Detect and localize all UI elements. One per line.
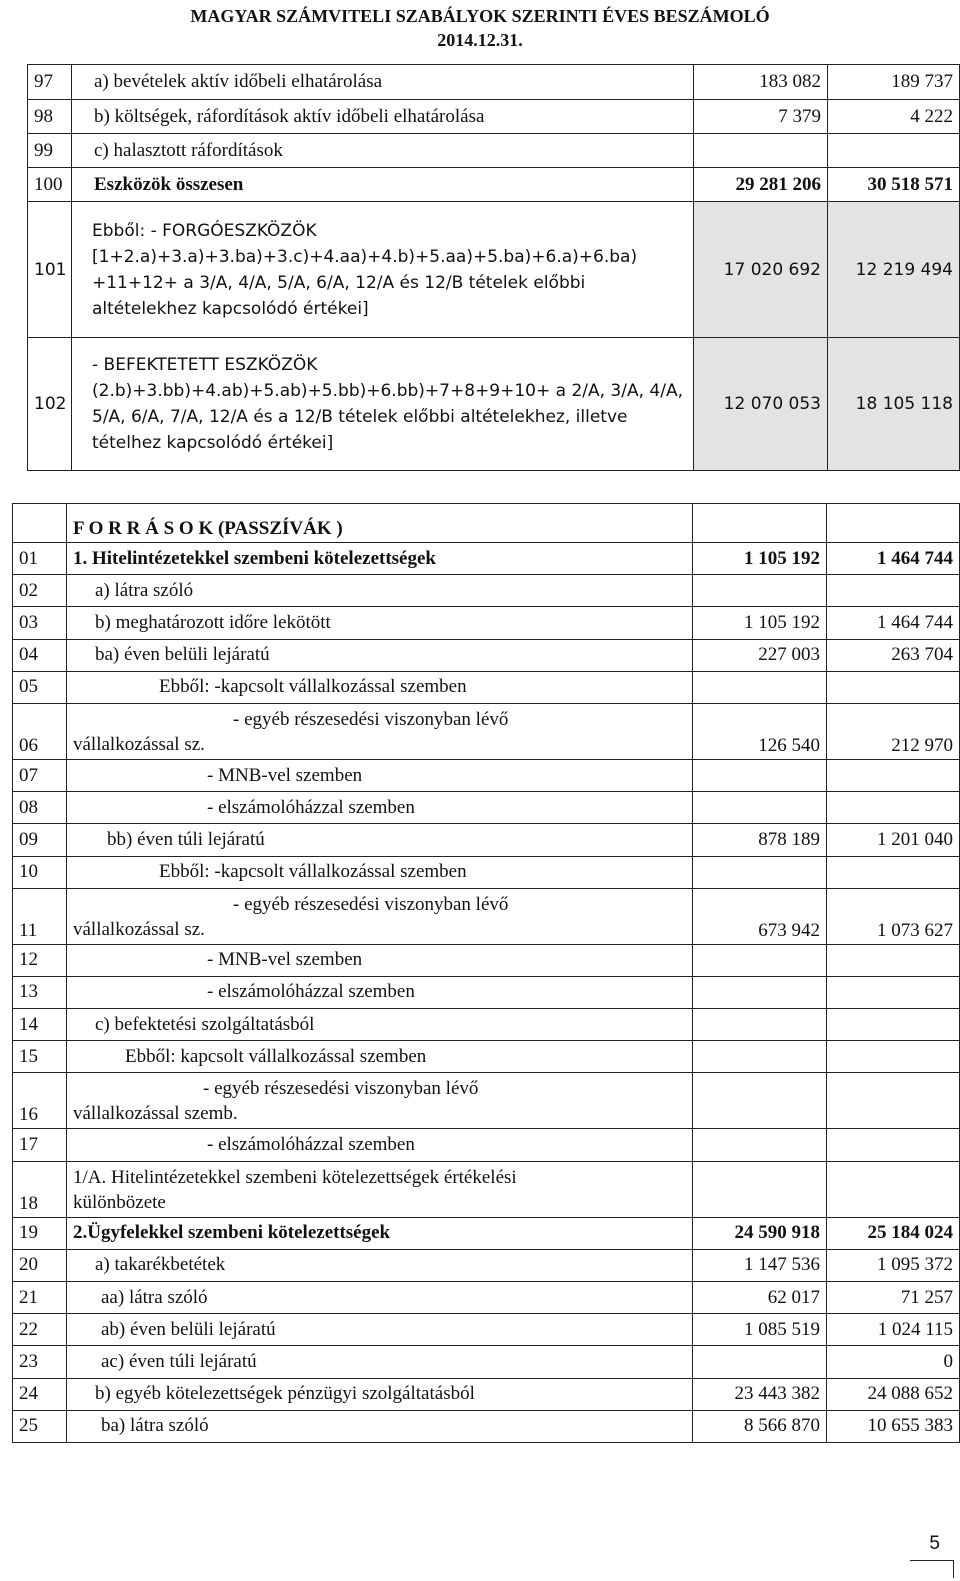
value-2015: 1 024 115 (827, 1314, 960, 1346)
row-label: ab) éven belüli lejáratú (67, 1314, 693, 1346)
value-2015: 1 201 040 (827, 824, 960, 856)
value-2014: 17 020 692 (694, 202, 828, 338)
row-number: 21 (13, 1282, 67, 1314)
row-number (13, 504, 67, 543)
row-number: 97 (28, 65, 72, 100)
value-2015: 1 095 372 (827, 1249, 960, 1281)
page-header (0, 4, 960, 52)
row-number: 22 (13, 1314, 67, 1346)
row-number: 19 (13, 1217, 67, 1249)
value-2015 (828, 134, 960, 168)
row-label: ba) látra szóló (67, 1410, 693, 1442)
value-2015: 212 970 (827, 703, 960, 759)
row-number: 25 (13, 1410, 67, 1442)
value-2014 (693, 1129, 827, 1161)
table-row (28, 100, 960, 134)
value-2015 (827, 1129, 960, 1161)
liabilities-section-title: F O R R Á S O K (PASSZÍVÁK ) (67, 504, 693, 543)
table-row (13, 1249, 960, 1281)
row-number: 03 (13, 607, 67, 639)
table-row (13, 703, 960, 759)
page-number-rule-vertical (953, 1560, 954, 1578)
row-label: Ebből: -kapcsolt vállalkozással szemben (67, 856, 693, 888)
value-2014 (693, 1161, 827, 1217)
value-2014 (693, 944, 827, 976)
table-row (13, 944, 960, 976)
row-label-line-2: különbözete (73, 1191, 166, 1213)
value-2015 (827, 792, 960, 824)
row-label: 1. Hitelintézetekkel szembeni kötelezettségek (67, 543, 693, 575)
value-2015: 24 088 652 (827, 1378, 960, 1410)
table-row (13, 888, 960, 944)
value-2015: 4 222 (828, 100, 960, 134)
row-label-line-1: - egyéb részesedési viszonyban lévő (233, 708, 509, 730)
table-row (13, 1346, 960, 1378)
value-2014: 878 189 (693, 824, 827, 856)
row-label: - elszámolóházzal szemben (67, 792, 693, 824)
row-label: - elszámolóházzal szemben (67, 976, 693, 1008)
table-row (13, 1009, 960, 1041)
value-2015: 25 184 024 (827, 1217, 960, 1249)
table-row (13, 543, 960, 575)
value-2015: 1 464 744 (827, 607, 960, 639)
value-2014 (693, 671, 827, 703)
table-row (13, 1161, 960, 1217)
value-2015 (827, 976, 960, 1008)
row-number: 09 (13, 824, 67, 856)
value-2014: 7 379 (694, 100, 828, 134)
row-number: 100 (28, 168, 72, 202)
row-number: 06 (13, 703, 67, 759)
value-2015: 10 655 383 (827, 1410, 960, 1442)
table-row (13, 1282, 960, 1314)
report-title: MAGYAR SZÁMVITELI SZABÁLYOK SZERINTI ÉVES BESZÁMOLÓ (190, 6, 770, 26)
value-2014 (693, 1041, 827, 1073)
value-2014: 8 566 870 (693, 1410, 827, 1442)
value-2015 (827, 759, 960, 791)
row-number: 99 (28, 134, 72, 168)
row-label: b) egyéb kötelezettségek pénzügyi szolgáltatásból (67, 1378, 693, 1410)
table-row (28, 202, 960, 338)
table-row (13, 1041, 960, 1073)
table-row (13, 1217, 960, 1249)
value-2015: 1 073 627 (827, 888, 960, 944)
value-2014 (693, 976, 827, 1008)
value-2015: 263 704 (827, 639, 960, 671)
table-row (13, 759, 960, 791)
value-2014 (693, 575, 827, 607)
row-label: bb) éven túli lejáratú (67, 824, 693, 856)
row-number: 08 (13, 792, 67, 824)
row-label (67, 1161, 693, 1217)
report-date: 2014.12.31. (437, 30, 523, 50)
row-number: 18 (13, 1161, 67, 1217)
value-2014 (693, 792, 827, 824)
value-2015: 12 219 494 (828, 202, 960, 338)
value-2015 (827, 575, 960, 607)
table-row (13, 607, 960, 639)
row-number: 02 (13, 575, 67, 607)
value-2014: 1 147 536 (693, 1249, 827, 1281)
table-row (13, 671, 960, 703)
value-2014 (693, 1346, 827, 1378)
table-row (13, 575, 960, 607)
value-2015: 30 518 571 (828, 168, 960, 202)
table-row (13, 824, 960, 856)
value-2015: 0 (827, 1346, 960, 1378)
value-2014: 673 942 (693, 888, 827, 944)
value-2015: 189 737 (828, 65, 960, 100)
table-row (28, 338, 960, 471)
row-label: a) látra szóló (67, 575, 693, 607)
table-row (13, 792, 960, 824)
value-2015 (827, 1041, 960, 1073)
row-number: 101 (28, 202, 72, 338)
row-number: 14 (13, 1009, 67, 1041)
value-2014: 1 085 519 (693, 1314, 827, 1346)
liabilities-table (12, 503, 960, 1443)
row-label-line-1: 1/A. Hitelintézetekkel szembeni kötelezettségek értékelési (73, 1166, 517, 1188)
row-label (67, 1073, 693, 1129)
table-row (13, 1410, 960, 1442)
row-number: 05 (13, 671, 67, 703)
row-label: 2.Ügyfelekkel szembeni kötelezettségek (67, 1217, 693, 1249)
table-row (13, 1378, 960, 1410)
row-label: b) költségek, ráfordítások aktív időbeli elhatárolása (72, 100, 694, 134)
value-2014: 29 281 206 (694, 168, 828, 202)
row-label: Ebből: -kapcsolt vállalkozással szemben (67, 671, 693, 703)
table-row (28, 134, 960, 168)
row-label: - elszámolóházzal szemben (67, 1129, 693, 1161)
value-2014 (693, 1009, 827, 1041)
table-row (28, 168, 960, 202)
table-row (13, 856, 960, 888)
row-number: 98 (28, 100, 72, 134)
value-2015 (827, 1073, 960, 1129)
row-number: 01 (13, 543, 67, 575)
value-2014: 62 017 (693, 1282, 827, 1314)
row-label (67, 703, 693, 759)
value-2014 (693, 504, 827, 543)
value-2015 (827, 856, 960, 888)
row-label-line-2: vállalkozással szemb. (73, 1103, 238, 1125)
row-label: Ebből: kapcsolt vállalkozással szemben (67, 1041, 693, 1073)
row-label: aa) látra szóló (67, 1282, 693, 1314)
value-2014: 24 590 918 (693, 1217, 827, 1249)
row-number: 10 (13, 856, 67, 888)
row-label-line-1: - egyéb részesedési viszonyban lévő (233, 893, 509, 915)
row-number: 24 (13, 1378, 67, 1410)
row-label: - MNB-vel szemben (67, 944, 693, 976)
row-label: a) takarékbetétek (67, 1249, 693, 1281)
table-row (13, 639, 960, 671)
value-2015: 18 105 118 (828, 338, 960, 471)
value-2015 (827, 944, 960, 976)
value-2014 (694, 134, 828, 168)
row-label: c) halasztott ráfordítások (72, 134, 694, 168)
value-2015 (827, 1161, 960, 1217)
table-row (13, 504, 960, 543)
value-2014: 1 105 192 (693, 543, 827, 575)
row-number: 11 (13, 888, 67, 944)
row-number: 07 (13, 759, 67, 791)
row-label-line-2: vállalkozással sz. (73, 733, 205, 755)
row-label: ba) éven belüli lejáratú (67, 639, 693, 671)
table-row (13, 976, 960, 1008)
assets-table (27, 64, 960, 471)
row-number: 16 (13, 1073, 67, 1129)
value-2014: 23 443 382 (693, 1378, 827, 1410)
table-row (13, 1073, 960, 1129)
row-label: - MNB-vel szemben (67, 759, 693, 791)
value-2015 (827, 671, 960, 703)
row-number: 04 (13, 639, 67, 671)
row-label: b) meghatározott időre lekötött (67, 607, 693, 639)
value-2015: 71 257 (827, 1282, 960, 1314)
page-number: 5 (929, 1533, 940, 1554)
row-label (67, 888, 693, 944)
value-2014: 227 003 (693, 639, 827, 671)
row-label: ac) éven túli lejáratú (67, 1346, 693, 1378)
row-number: 23 (13, 1346, 67, 1378)
value-2014: 183 082 (694, 65, 828, 100)
value-2015: 1 464 744 (827, 543, 960, 575)
row-number: 15 (13, 1041, 67, 1073)
table-row (13, 1314, 960, 1346)
value-2014: 1 105 192 (693, 607, 827, 639)
row-label-line-2: vállalkozással sz. (73, 918, 205, 940)
row-label-line-1: - egyéb részesedési viszonyban lévő (203, 1078, 479, 1100)
value-2015 (827, 504, 960, 543)
row-label: c) befektetési szolgáltatásból (67, 1009, 693, 1041)
value-2015 (827, 1009, 960, 1041)
value-2014: 126 540 (693, 703, 827, 759)
value-2014 (693, 856, 827, 888)
row-number: 17 (13, 1129, 67, 1161)
row-number: 13 (13, 976, 67, 1008)
value-2014: 12 070 053 (694, 338, 828, 471)
row-number: 102 (28, 338, 72, 471)
page-number-rule (910, 1560, 954, 1561)
value-2014 (693, 759, 827, 791)
row-label: Ebből: - FORGÓESZKÖZÖK [1+2.a)+3.a)+3.ba)+3.c)+4.aa)+4.b)+5.aa)+5.ba)+6.a)+6.ba) +11+12+ a 3/A, 4/A, 5/A, 6/A, 12/A és 12/B tételek előbbi altételekhez kapcsolódó értékei] (72, 202, 694, 338)
table-row (13, 1129, 960, 1161)
row-number: 20 (13, 1249, 67, 1281)
value-2014 (693, 1073, 827, 1129)
row-label: Eszközök összesen (72, 168, 694, 202)
row-label: a) bevételek aktív időbeli elhatárolása (72, 65, 694, 100)
row-number: 12 (13, 944, 67, 976)
table-row (28, 65, 960, 100)
row-label: - BEFEKTETETT ESZKÖZÖK (2.b)+3.bb)+4.ab)+5.ab)+5.bb)+6.bb)+7+8+9+10+ a 2/A, 3/A, 4/A, 5/A, 6/A, 7/A, 12/A és a 12/B tételek előbbi altételekhez, illetve tételhez kapcsolódó értékei] (72, 338, 694, 471)
